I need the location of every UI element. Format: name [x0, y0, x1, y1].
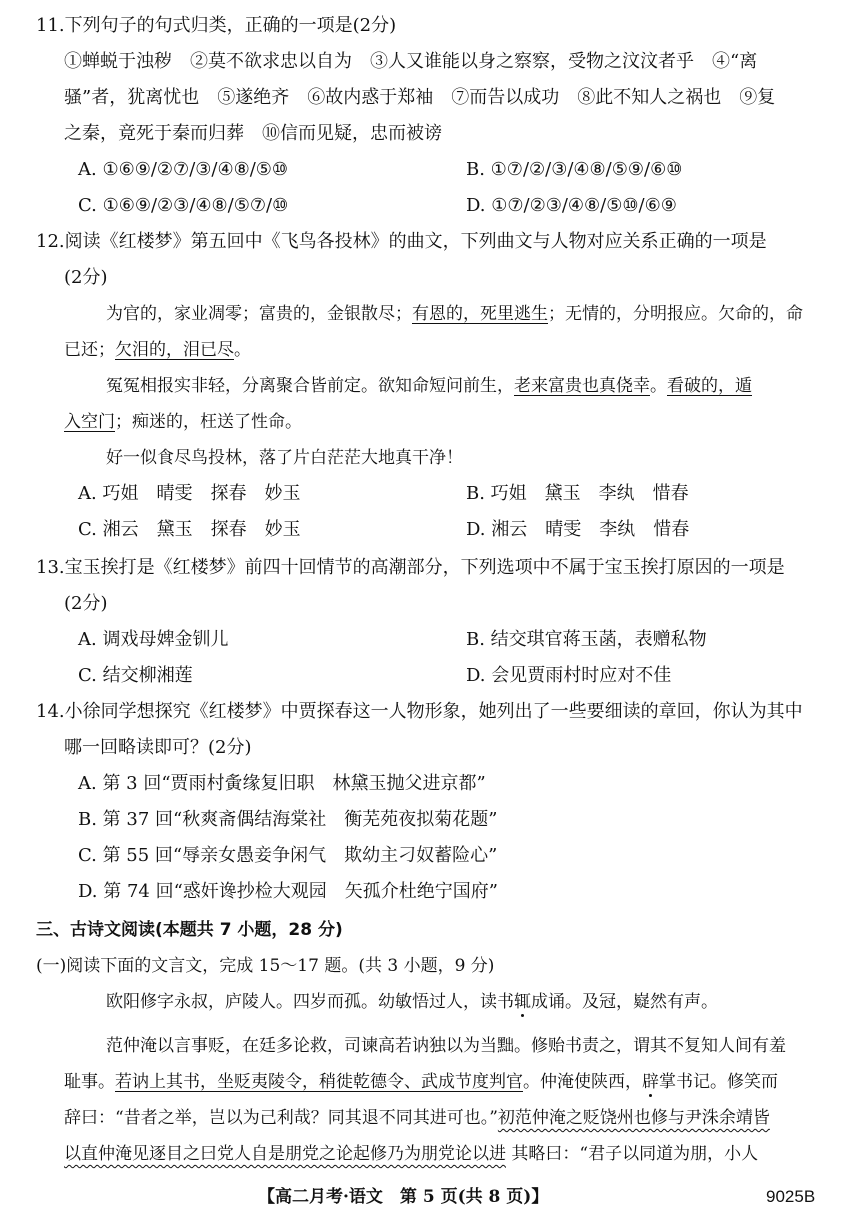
paper-code: 9025B	[766, 1187, 816, 1206]
question-12-stem-line-2: (2分)	[64, 267, 108, 288]
question-11-option-a: A. ①⑥⑨/②⑦/③/④⑧/⑤⑩	[78, 159, 289, 180]
poem-line-3: 冤冤相报实非轻，分离聚合皆前定。欲知命短问前生，老来富贵也真侥幸。看破的，遁	[106, 376, 752, 396]
underlined-phrase: 老来富贵也真侥幸	[514, 376, 650, 396]
question-14-stem-line-1: 14.小徐同学想探究《红楼梦》中贾探春这一人物形象，她列出了一些要细读的章回，你认为其中	[36, 701, 803, 722]
section-3-subheading: (一)阅读下面的文言文，完成 15～17 题。(共 3 小题，9 分)	[36, 956, 495, 976]
passage-line-4: 辞曰：“昔者之举，岂以为己利哉？同其退不同其进可也。”初范仲淹之贬饶州也修与尹洙余靖皆	[64, 1108, 770, 1128]
question-13-option-b: B. 结交琪官蒋玉菡，表赠私物	[466, 629, 707, 650]
passage-line-5: 以直仲淹见逐目之曰党人自是朋党之论起修乃为朋党论以进 其略曰：“君子以同道为朋，小人	[64, 1144, 759, 1164]
underlined-phrase: 看破的，遁	[667, 376, 752, 396]
underlined-phrase: 入空门	[64, 412, 115, 432]
question-11-option-c: C. ①⑥⑨/②③/④⑧/⑤⑦/⑩	[78, 195, 289, 216]
question-13-option-d: D. 会见贾雨村时应对不佳	[466, 665, 672, 686]
question-12-option-a: A. 巧姐 晴雯 探春 妙玉	[78, 483, 301, 504]
passage-line-2: 范仲淹以言事贬，在廷多论救，司谏高若讷独以为当黜。修贻书责之，谓其不复知人间有羞	[106, 1036, 786, 1056]
question-11-option-b: B. ①⑦/②/③/④⑧/⑤⑨/⑥⑩	[466, 159, 683, 180]
emphasis-dot-char: 辟	[642, 1072, 659, 1092]
poem-line-2: 已还；欠泪的，泪已尽。	[64, 340, 251, 360]
poem-line-5: 好一似食尽鸟投林，落了片白茫茫大地真干净！	[106, 448, 463, 468]
question-13-stem-line-2: (2分)	[64, 593, 108, 614]
question-11-sentences-line-1: ①蝉蜕于浊秽 ②莫不欲求忠以自为 ③人又谁能以身之察察，受物之汶汶者乎 ④“离	[64, 51, 758, 72]
question-14-option-c: C. 第 55 回“辱亲女愚妾争闲气 欺幼主刁奴蓄险心”	[78, 845, 498, 866]
question-14-option-b: B. 第 37 回“秋爽斋偶结海棠社 衡芜苑夜拟菊花题”	[78, 809, 498, 830]
wavy-underlined-sentence: 初范仲淹之贬饶州也修与尹洙余靖皆	[497, 1108, 770, 1128]
question-11-stem: 11.下列句子的句式归类，正确的一项是(2分)	[36, 15, 397, 36]
page-number: 第 5 页(共 8 页)	[399, 1187, 532, 1207]
underlined-sentence: 若讷上其书，坐贬夷陵令，稍徙乾德令、武成节度判官	[115, 1072, 523, 1092]
poem-line-4: 入空门；痴迷的，枉送了性命。	[64, 412, 302, 432]
question-12-option-b: B. 巧姐 黛玉 李纨 惜春	[466, 483, 689, 504]
question-11-option-d: D. ①⑦/②③/④⑧/⑤⑩/⑥⑨	[466, 195, 677, 216]
passage-line-3: 耻事。若讷上其书，坐贬夷陵令，稍徙乾德令、武成节度判官。仲淹使陕西，辟掌书记。修笑而	[64, 1072, 778, 1092]
question-13-option-a: A. 调戏母婢金钏儿	[78, 629, 229, 650]
question-11-sentences-line-2: 骚”者，犹离忧也 ⑤遂绝齐 ⑥故内惑于郑袖 ⑦而告以成功 ⑧此不知人之祸也 ⑨复	[64, 87, 776, 108]
passage-line-1: 欧阳修字永叔，庐陵人。四岁而孤。幼敏悟过人，读书辄成诵。及冠，嶷然有声。	[106, 992, 718, 1012]
question-11-sentences-line-3: 之秦，竟死于秦而归葬 ⑩信而见疑，忠而被谤	[64, 123, 442, 144]
poem-line-1: 为官的，家业凋零；富贵的，金银散尽；有恩的，死里逃生；无情的，分明报应。欠命的，命	[106, 304, 803, 324]
emphasis-dot-char: 辄	[514, 992, 531, 1012]
question-12-option-c: C. 湘云 黛玉 探春 妙玉	[78, 519, 301, 540]
question-14-option-d: D. 第 74 回“惑奸谗抄检大观园 矢孤介杜绝宁国府”	[78, 881, 498, 902]
question-14-stem-line-2: 哪一回略读即可？(2分)	[64, 737, 252, 758]
underlined-phrase: 有恩的，死里逃生	[412, 304, 548, 324]
exam-title: 高二月考·语文	[275, 1187, 383, 1207]
question-13-option-c: C. 结交柳湘莲	[78, 665, 193, 686]
section-3-heading: 三、古诗文阅读(本题共 7 小题，28 分)	[36, 920, 343, 940]
page-footer: 【高二月考·语文 第 5 页(共 8 页)】	[258, 1187, 549, 1207]
wavy-underlined-sentence: 以直仲淹见逐目之曰党人自是朋党之论起修乃为朋党论以进	[64, 1144, 506, 1164]
question-12-stem-line-1: 12.阅读《红楼梦》第五回中《飞鸟各投林》的曲文，下列曲文与人物对应关系正确的一项是	[36, 231, 767, 252]
question-14-option-a: A. 第 3 回“贾雨村夤缘复旧职 林黛玉抛父进京都”	[78, 773, 486, 794]
underlined-phrase: 欠泪的，泪已尽	[115, 340, 234, 360]
question-13-stem-line-1: 13.宝玉挨打是《红楼梦》前四十回情节的高潮部分，下列选项中不属于宝玉挨打原因的一项是	[36, 557, 785, 578]
question-12-option-d: D. 湘云 晴雯 李纨 惜春	[466, 519, 690, 540]
